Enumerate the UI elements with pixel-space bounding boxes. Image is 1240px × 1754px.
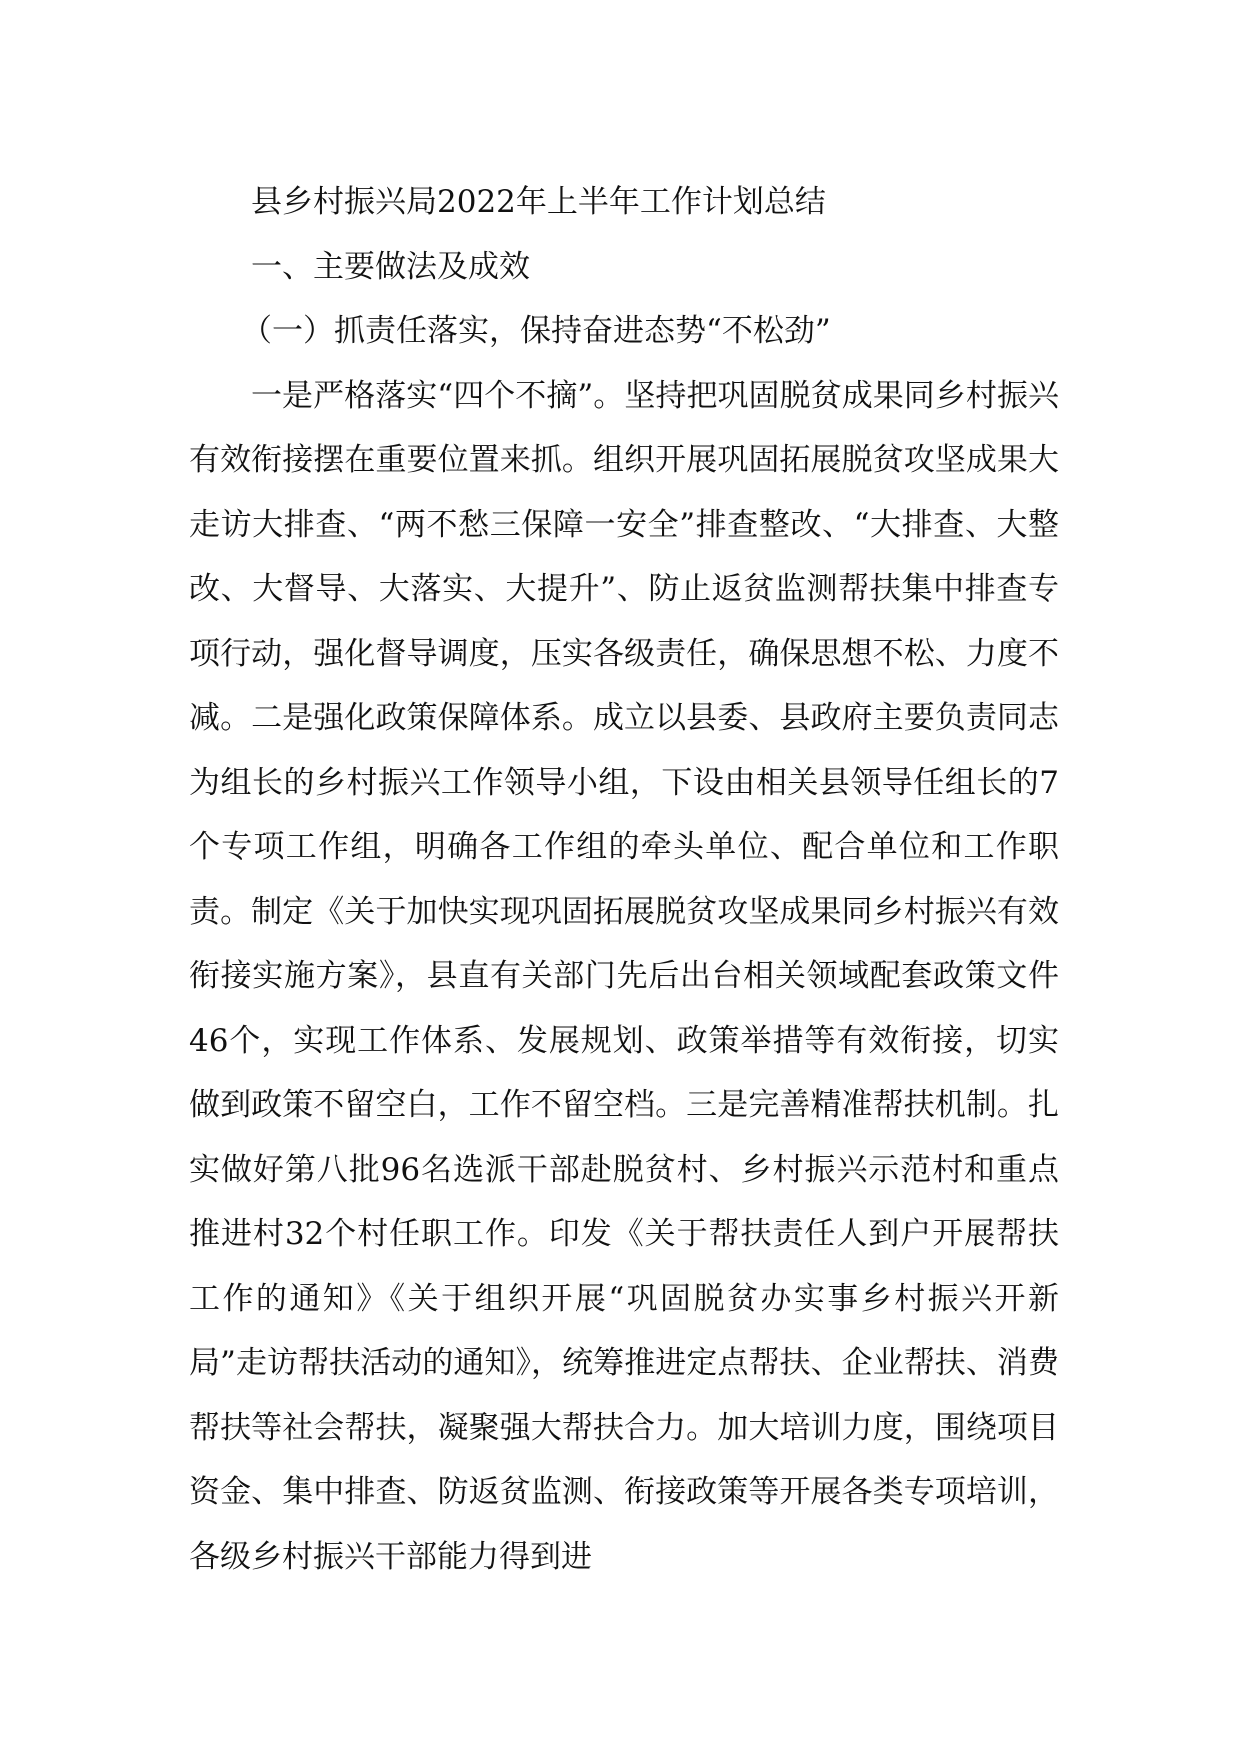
section-heading: 一、主要做法及成效	[251, 248, 530, 285]
body-paragraph: 一是严格落实“四个不摘”。坚持把巩固脱贫成果同乡村振兴有效衔接摆在重要位置来抓。组织开展巩固拓展脱贫攻坚成果大走访大排查、“两不愁三保障一安全”排查整改、“大排查、大整改、大督导、大落实、大提升”、防止返贫监测帮扶集中排查专项行动，强化督导调度，压实各级责任，确保思想不松、力度不减。二是强化政策保障体系。成立以县委、县政府主要负责同志为组长的乡村振兴工作领导小组，下设由相关县领导任组长的7个专项工作组，明确各工作组的牵头单位、配合单位和工作职责。制定《关于加快实现巩固拓展脱贫攻坚成果同乡村振兴有效衔接实施方案》，县直有关部门先后出台相关领域配套政策文件46个，实现工作体系、发展规划、政策举措等有效衔接，切实做到政策不留空白，工作不留空档。三是完善精准帮扶机制。扎实做好第八批96名选派干部赴脱贫村、乡村振兴示范村和重点推进村32个村任职工作。印发《关于帮扶责任人到户开展帮扶工作的通知》《关于组织开展“巩固脱贫办实事乡村振兴开新局”走访帮扶活动的通知》，统筹推进定点帮扶、企业帮扶、消费帮扶等社会帮扶，凝聚强大帮扶合力。加大培训力度，围绕项目资金、集中排查、防返贫监测、衔接政策等开展各类专项培训，各级乡村振兴干部能力得到进	[189, 377, 1059, 1575]
document-title: 县乡村振兴局2022年上半年工作计划总结	[251, 184, 826, 220]
subsection-heading: （一）抓责任落实，保持奋进态势“不松劲”	[241, 313, 831, 349]
document-body	[189, 170, 1059, 1589]
